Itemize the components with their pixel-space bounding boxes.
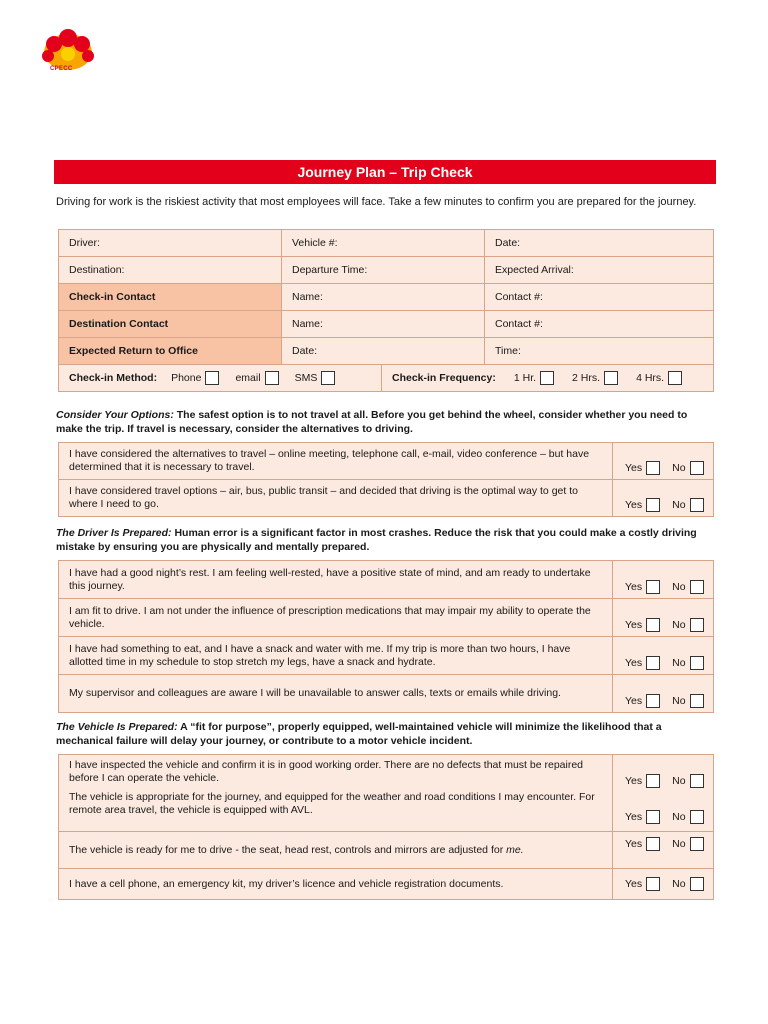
vehicle-table [58,754,714,900]
email-label: email [235,372,261,384]
vehicle-field[interactable]: Vehicle #: [282,230,485,257]
options-table [58,442,714,517]
phone-checkbox[interactable] [205,371,219,385]
vehicle-item-4: I have a cell phone, an emergency kit, my driver’s licence and vehicle registration documents. [59,869,613,900]
vehicle-item-1-no-checkbox[interactable] [690,774,704,788]
driver-item-1-yes-checkbox[interactable] [646,580,660,594]
driver-item-3-no-checkbox[interactable] [690,656,704,670]
vehicle-item-3: The vehicle is ready for me to drive - the seat, head rest, controls and mirrors are adjusted for me. [59,832,613,869]
email-checkbox[interactable] [265,371,279,385]
freq-4hr-label: 4 Hrs. [636,372,665,384]
vehicle-item-1-2-yn: Yes No Yes No [613,755,714,832]
options-item-1: I have considered the alternatives to travel – online meeting, telephone call, e-mail, video conference – but have determined that it is necessary to travel. [59,443,613,480]
destination-contact-field[interactable]: Contact #: [485,311,714,338]
options-item-2: I have considered travel options – air, bus, public transit – and decided that driving is the optimal way to get to where I need to go. [59,480,613,517]
expected-return-label: Expected Return to Office [59,338,282,365]
vehicle-item-2: The vehicle is appropriate for the journey, and equipped for the weather and road conditions I may encounter. For remote area travel, the vehicle is equipped with AVL. [69,791,595,816]
destination-field[interactable]: Destination: [59,257,282,284]
vehicle-item-4-no-checkbox[interactable] [690,877,704,891]
return-date-field[interactable]: Date: [282,338,485,365]
driver-item-1: I have had a good night’s rest. I am feeling well-rested, have a positive state of mind, and am ready to undertake this journey. [59,561,613,599]
vehicle-item-3-yes-checkbox[interactable] [646,837,660,851]
driver-table [58,560,714,713]
trip-details-table [58,229,714,392]
vehicle-item-4-yes-checkbox[interactable] [646,877,660,891]
vehicle-item-1: I have inspected the vehicle and confirm it is in good working order. There are no defects that must be repaired before I can operate the vehicle. [69,759,584,784]
freq-1hr-checkbox[interactable] [540,371,554,385]
vehicle-item-3-no-checkbox[interactable] [690,837,704,851]
driver-item-2-yn: Yes No [613,599,714,637]
driver-item-3-yes-checkbox[interactable] [646,656,660,670]
checkin-contact-field[interactable]: Contact #: [485,284,714,311]
logo-text: CPECC [50,66,73,72]
driver-item-1-yn: Yes No [613,561,714,599]
driver-field[interactable]: Driver: [59,230,282,257]
destination-name-field[interactable]: Name: [282,311,485,338]
driver-item-3: I have had something to eat, and I have a snack and water with me. If my trip is more than two hours, I have allotted time in my schedule to stop stretch my legs, have a snack and hydrate. [59,637,613,675]
freq-2hr-checkbox[interactable] [604,371,618,385]
vehicle-item-1-yes-checkbox[interactable] [646,774,660,788]
freq-4hr-checkbox[interactable] [668,371,682,385]
sms-checkbox[interactable] [321,371,335,385]
options-item-1-no-checkbox[interactable] [690,461,704,475]
page-title: Journey Plan – Trip Check [54,160,716,184]
driver-item-3-yn: Yes No [613,637,714,675]
options-item-1-yes-checkbox[interactable] [646,461,660,475]
options-item-2-no-checkbox[interactable] [690,498,704,512]
vehicle-item-2-no-checkbox[interactable] [690,810,704,824]
checkin-row [59,365,714,392]
driver-item-4-yn: Yes No [613,675,714,713]
freq-2hr-label: 2 Hrs. [572,372,601,384]
checkin-frequency-label: Check-in Frequency: [392,372,496,384]
vehicle-item-3-yn: Yes No [613,832,714,869]
checkin-method-label: Check-in Method: [69,372,158,384]
destination-contact-label: Destination Contact [59,311,282,338]
expected-arrival-field[interactable]: Expected Arrival: [485,257,714,284]
driver-item-4-yes-checkbox[interactable] [646,694,660,708]
driver-item-4-no-checkbox[interactable] [690,694,704,708]
driver-item-2-yes-checkbox[interactable] [646,618,660,632]
checkin-contact-label: Check-in Contact [59,284,282,311]
driver-item-2-no-checkbox[interactable] [690,618,704,632]
driver-item-1-no-checkbox[interactable] [690,580,704,594]
options-item-2-yn: Yes No [613,480,714,517]
phone-label: Phone [171,372,202,384]
freq-1hr-label: 1 Hr. [513,372,537,384]
driver-item-4: My supervisor and colleagues are aware I will be unavailable to answer calls, texts or emails while driving. [59,675,613,713]
departure-time-field[interactable]: Departure Time: [282,257,485,284]
options-item-2-yes-checkbox[interactable] [646,498,660,512]
options-item-1-yn: Yes No [613,443,714,480]
return-time-field[interactable]: Time: [485,338,714,365]
driver-item-2: I am fit to drive. I am not under the influence of prescription medications that may impair my ability to operate the vehicle. [59,599,613,637]
vehicle-item-2-yes-checkbox[interactable] [646,810,660,824]
intro-text: Driving for work is the riskiest activity that most employees will face. Take a few minutes to confirm you are prepared for the journey. [56,196,697,208]
checkin-name-field[interactable]: Name: [282,284,485,311]
options-section-heading: Consider Your Options: The safest option is to not travel at all. Before you get behind the wheel, consider whether you need to make the trip. If travel is necessary, consider the alternatives to driving. [56,409,688,435]
vehicle-items-1-2 [59,755,613,832]
sms-label: SMS [294,372,318,384]
driver-section-heading: The Driver Is Prepared: Human error is a significant factor in most crashes. Reduce the risk that you could make a costly driving mistake by ensuring you are physically and mentally prepared. [56,527,697,553]
vehicle-item-4-yn: Yes No [613,869,714,900]
vehicle-section-heading: The Vehicle Is Prepared: A “fit for purpose”, properly equipped, well-maintained vehicle will minimize the likelihood that a mechanical failure will delay your journey, or contribute to a motor vehicle incident. [56,721,662,747]
date-field[interactable]: Date: [485,230,714,257]
